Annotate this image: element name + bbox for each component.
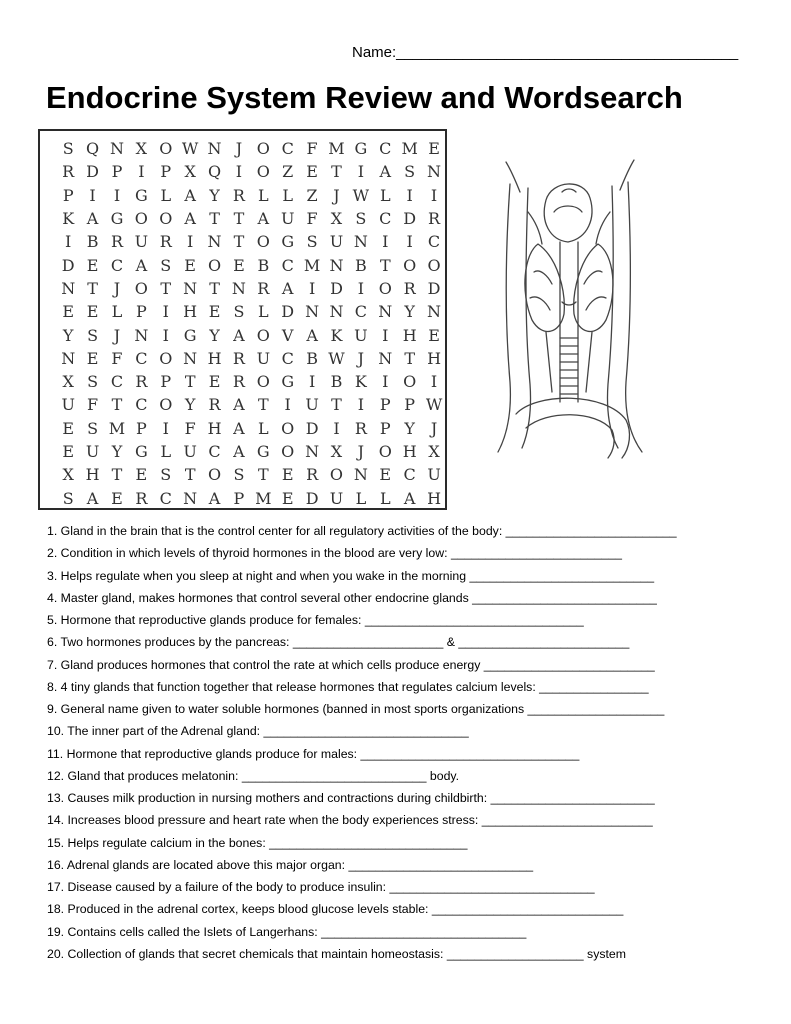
grid-letter: T (209, 209, 220, 229)
grid-letter: T (184, 372, 196, 392)
question-item[interactable]: 2. Condition in which levels of thyroid hormones in the blood are very low: _________________________ (47, 546, 622, 561)
grid-letter: U (329, 488, 344, 508)
grid-letter: R (403, 278, 416, 298)
page-title: Endocrine System Review and Wordsearch (46, 80, 683, 115)
grid-row (56, 323, 446, 346)
grid-letter: G (256, 442, 270, 461)
grid-letter: S (160, 255, 172, 275)
grid-row (56, 417, 446, 440)
grid-letter: S (62, 488, 74, 508)
grid-letter: W (328, 348, 345, 368)
grid-letter: I (333, 418, 340, 438)
grid-letter: R (428, 209, 441, 229)
grid-letter: O (159, 139, 173, 159)
grid-letter: A (86, 488, 99, 508)
grid-letter: O (256, 372, 270, 392)
grid-letter: H (402, 442, 417, 461)
grid-letter: G (134, 442, 148, 461)
grid-row (56, 184, 446, 207)
question-item[interactable]: 13. Causes milk production in nursing mothers and contractions during childbirth: ________________________ (47, 791, 655, 805)
grid-letter: Y (62, 325, 74, 345)
grid-letter: C (379, 209, 392, 229)
grid-letter: S (233, 465, 245, 485)
grid-letter: E (184, 255, 196, 275)
question-item[interactable]: 6. Two hormones produces by the pancreas: ______________________ & _________________________ (47, 635, 630, 650)
grid-letter: O (134, 278, 148, 298)
grid-letter: R (232, 185, 245, 205)
question-item[interactable]: 15. Helps regulate calcium in the bones: _____________________________ (47, 835, 468, 850)
question-item[interactable]: 18. Produced in the adrenal cortex, keeps blood glucose levels stable: ____________________________ (47, 902, 624, 917)
grid-letter: I (357, 278, 365, 298)
grid-letter: I (89, 185, 96, 205)
grid-letter: U (85, 442, 100, 461)
grid-letter: F (306, 209, 318, 229)
grid-letter: O (256, 139, 270, 159)
grid-letter: U (183, 442, 197, 461)
grid-letter: R (159, 232, 172, 252)
grid-letter: N (329, 302, 344, 322)
grid-letter: S (355, 209, 367, 229)
grid-letter: K (330, 325, 343, 345)
grid-letter: A (233, 442, 245, 461)
grid-letter: E (86, 255, 99, 275)
grid-letter: B (355, 255, 367, 275)
grid-letter: I (357, 162, 365, 182)
grid-letter: A (281, 278, 294, 298)
question-item[interactable]: 7. Gland produces hormones that control the rate at which cells produce energy _________________________ (47, 657, 655, 672)
question-item[interactable]: 5. Hormone that reproductive glands produce for females: ________________________________ (47, 613, 584, 627)
grid-letter: P (62, 185, 74, 205)
grid-letter: J (333, 185, 340, 205)
grid-letter: R (257, 278, 270, 298)
grid-letter: C (208, 442, 221, 461)
grid-letter: Y (111, 442, 123, 461)
grid-letter: Y (404, 302, 415, 322)
grid-letter: N (231, 278, 246, 298)
grid-letter: E (379, 465, 392, 485)
grid-letter: X (330, 209, 343, 229)
grid-letter: R (354, 418, 367, 438)
grid-letter: R (135, 372, 148, 392)
grid-letter: I (113, 185, 121, 205)
grid-letter: A (208, 488, 221, 508)
grid-letter: W (352, 185, 370, 205)
grid-letter: N (427, 302, 442, 322)
grid-letter: H (427, 488, 442, 508)
grid-letter: K (354, 372, 367, 392)
grid-letter: L (258, 185, 269, 205)
name-field[interactable]: Name:_________________________________________ (352, 44, 739, 61)
grid-letter: T (331, 395, 342, 415)
grid-letter: Y (404, 418, 415, 438)
grid-letter: N (134, 325, 149, 345)
grid-letter: O (159, 348, 173, 368)
grid-letter: T (331, 162, 342, 182)
grid-letter: Y (184, 395, 196, 415)
grid-letter: A (233, 418, 245, 438)
grid-row (56, 230, 446, 253)
grid-letter: S (160, 465, 172, 485)
grid-letter: G (134, 185, 148, 205)
grid-letter: E (62, 302, 75, 322)
grid-letter: F (184, 418, 196, 438)
grid-letter: C (354, 302, 367, 322)
grid-letter: R (306, 465, 319, 485)
grid-letter: M (401, 139, 418, 159)
grid-letter: L (379, 488, 391, 508)
grid-letter: I (162, 418, 169, 438)
grid-letter: T (404, 348, 415, 368)
grid-letter: I (308, 278, 316, 298)
grid-letter: U (134, 232, 149, 252)
grid-letter: I (382, 372, 389, 392)
grid-letter: T (209, 278, 220, 298)
grid-letter: A (135, 255, 148, 275)
grid-letter: H (427, 348, 442, 368)
grid-letter: O (256, 325, 270, 345)
grid-letter: E (428, 139, 440, 159)
grid-letter: R (62, 162, 75, 182)
grid-letter: J (357, 348, 365, 368)
question-item[interactable]: 1. Gland in the brain that is the control center for all regulatory activities of the body: _________________________ (47, 524, 677, 538)
grid-letter: J (113, 278, 121, 298)
grid-letter: T (233, 209, 245, 229)
grid-letter: O (281, 418, 295, 438)
grid-letter: A (184, 185, 196, 205)
grid-letter: X (184, 162, 196, 182)
question-item[interactable]: 3. Helps regulate when you sleep at night and when you wake in the morning ___________________________ (47, 568, 655, 583)
question-list (47, 520, 777, 965)
grid-letter: P (160, 162, 172, 182)
grid-letter: N (183, 488, 198, 508)
grid-letter: Y (209, 325, 220, 345)
grid-letter: G (354, 139, 368, 159)
grid-letter: L (160, 442, 172, 461)
grid-letter: N (427, 162, 442, 182)
grid-letter: O (403, 255, 417, 275)
grid-letter: R (232, 372, 245, 392)
grid-letter: N (109, 139, 124, 159)
grid-letter: R (232, 348, 245, 368)
grid-letter: V (281, 325, 294, 345)
question-item[interactable]: 11. Hormone that reproductive glands produce for males: ________________________________ (47, 746, 580, 761)
grid-letter: U (329, 232, 344, 252)
grid-letter: C (281, 255, 294, 275)
grid-letter: E (62, 418, 75, 438)
grid-row (56, 207, 446, 230)
grid-letter: C (159, 488, 172, 508)
grid-letter: I (186, 232, 194, 252)
grid-letter: H (207, 418, 222, 438)
grid-letter: T (257, 395, 269, 415)
grid-letter: J (357, 442, 365, 461)
grid-letter: A (233, 395, 245, 415)
grid-letter: G (281, 232, 295, 252)
grid-letter: L (258, 302, 269, 322)
grid-letter: C (135, 395, 148, 415)
grid-letter: W (181, 139, 199, 159)
grid-letter: A (379, 162, 392, 182)
grid-letter: J (113, 325, 121, 345)
grid-letter: I (406, 185, 413, 205)
grid-letter: R (208, 395, 221, 415)
grid-letter: P (111, 162, 123, 182)
grid-letter: O (378, 442, 392, 461)
grid-letter: H (183, 302, 198, 322)
grid-letter: S (87, 418, 99, 438)
question-item[interactable]: 4. Master gland, makes hormones that control several other endocrine glands ___________________________ (47, 590, 657, 605)
grid-letter: M (108, 418, 126, 438)
grid-letter: A (306, 325, 318, 345)
grid-row (56, 253, 446, 276)
grid-letter: S (306, 232, 318, 252)
grid-letter: I (357, 395, 365, 415)
grid-letter: I (284, 395, 291, 415)
grid-letter: O (403, 372, 417, 392)
grid-letter: M (255, 488, 272, 508)
grid-row (56, 486, 446, 509)
grid-letter: A (233, 325, 245, 345)
grid-letter: P (135, 302, 147, 322)
question-item[interactable]: 9. General name given to water soluble hormones (banned in most sports organizations ____________________ (47, 702, 665, 716)
grid-row (56, 370, 446, 393)
grid-letter: C (427, 232, 441, 252)
grid-letter: O (207, 465, 222, 485)
grid-letter: Q (86, 139, 100, 159)
grid-letter: N (378, 348, 393, 368)
grid-letter: T (379, 255, 391, 275)
grid-letter: P (379, 395, 391, 415)
grid-letter: L (160, 185, 172, 205)
grid-letter: L (355, 488, 367, 508)
grid-letter: O (281, 442, 295, 461)
grid-letter: L (282, 185, 294, 205)
grid-letter: O (256, 232, 270, 252)
grid-letter: U (61, 395, 75, 415)
grid-letter: A (86, 209, 99, 229)
grid-letter: I (406, 232, 413, 252)
grid-letter: G (281, 372, 295, 392)
grid-letter: I (430, 372, 438, 392)
grid-letter: E (208, 302, 221, 322)
grid-letter: N (378, 302, 393, 322)
grid-letter: N (183, 278, 198, 298)
grid-letter: O (427, 255, 441, 275)
grid-letter: N (305, 302, 320, 322)
grid-letter: N (353, 232, 368, 252)
grid-letter: I (138, 162, 145, 182)
grid-letter: S (62, 139, 74, 159)
grid-letter: I (382, 325, 389, 345)
grid-letter: U (256, 348, 271, 368)
grid-row (56, 463, 446, 486)
grid-letter: B (330, 372, 343, 392)
grid-letter: N (207, 232, 222, 252)
grid-letter: O (207, 255, 222, 275)
grid-letter: N (329, 255, 344, 275)
grid-letter: I (235, 162, 243, 182)
grid-letter: O (134, 209, 148, 229)
thyroid-neck-anatomy-illustration (476, 152, 656, 467)
grid-letter: D (305, 488, 319, 508)
grid-letter: L (111, 302, 123, 322)
grid-letter: D (403, 209, 417, 229)
wordsearch-grid (38, 129, 447, 510)
grid-letter: R (135, 488, 148, 508)
grid-letter: C (379, 139, 392, 159)
grid-row (56, 277, 446, 300)
grid-letter: X (330, 442, 343, 461)
grid-letter: O (256, 162, 270, 182)
grid-letter: E (306, 162, 318, 182)
grid-letter: E (86, 302, 99, 322)
grid-letter: O (378, 278, 392, 298)
grid-letter: O (159, 209, 173, 229)
grid-letter: P (233, 488, 245, 508)
grid-letter: D (86, 162, 99, 182)
grid-letter: I (65, 232, 72, 252)
grid-letter: E (135, 465, 148, 485)
grid-letter: H (85, 465, 100, 485)
grid-letter: E (233, 255, 245, 275)
grid-letter: E (281, 488, 294, 508)
grid-letter: L (258, 418, 269, 438)
grid-letter: T (257, 465, 269, 485)
grid-letter: P (135, 418, 147, 438)
grid-letter: C (135, 348, 148, 368)
grid-letter: N (183, 348, 198, 368)
grid-row (56, 440, 446, 463)
grid-letter: N (353, 465, 368, 485)
question-item[interactable]: 12. Gland that produces melatonin: ___________________________ body. (47, 768, 460, 783)
grid-letter: T (233, 232, 245, 252)
grid-letter: D (305, 418, 319, 438)
grid-letter: F (87, 395, 99, 415)
grid-row (56, 137, 446, 160)
grid-letter: N (305, 442, 320, 461)
grid-letter: I (430, 185, 438, 205)
question-item[interactable]: 14. Increases blood pressure and heart rate when the body experiences stress: _________________________ (47, 813, 653, 828)
grid-letter: J (235, 139, 243, 159)
grid-letter: K (62, 209, 75, 229)
grid-letter: E (281, 465, 294, 485)
grid-letter: N (61, 278, 76, 298)
grid-letter: N (61, 348, 76, 368)
grid-letter: E (208, 372, 221, 392)
grid-letter: U (305, 395, 319, 415)
question-item[interactable]: 16. Adrenal glands are located above this major organ: ___________________________ (47, 857, 534, 872)
grid-letter: D (281, 302, 295, 322)
grid-letter: B (257, 255, 270, 275)
grid-letter: E (428, 325, 440, 345)
grid-row (56, 300, 446, 323)
grid-letter: S (87, 372, 99, 392)
grid-letter: J (430, 418, 438, 438)
grid-letter: B (306, 348, 318, 368)
grid-letter: T (87, 278, 98, 298)
question-item[interactable]: 8. 4 tiny glands that function together that release hormones that regulates calcium levels: ________________ (47, 679, 649, 694)
grid-letter: A (257, 209, 270, 229)
grid-letter: D (330, 278, 343, 298)
grid-letter: Z (306, 185, 318, 205)
grid-letter: C (403, 465, 416, 485)
grid-letter: Z (282, 162, 294, 182)
grid-row (56, 393, 446, 416)
grid-letter: P (404, 395, 416, 415)
grid-letter: C (110, 255, 124, 275)
grid-letter: N (207, 139, 222, 159)
grid-letter: E (62, 442, 75, 461)
grid-letter: U (354, 325, 368, 345)
grid-letter: A (184, 209, 196, 229)
grid-letter: L (379, 185, 391, 205)
question-item[interactable]: 20. Collection of glands that secret chemicals that maintain homeostasis: ____________________ system (47, 946, 626, 961)
grid-letter: U (427, 465, 441, 485)
grid-letter: T (184, 465, 196, 485)
grid-letter: F (306, 139, 318, 159)
grid-letter: E (111, 488, 123, 508)
grid-letter: D (61, 255, 75, 275)
wordsearch-letters (56, 137, 446, 510)
grid-letter: I (308, 372, 316, 392)
grid-letter: Y (209, 185, 220, 205)
grid-row (56, 347, 446, 370)
grid-letter: M (303, 255, 321, 275)
grid-letter: C (281, 348, 294, 368)
grid-letter: M (328, 139, 345, 159)
grid-letter: T (160, 278, 172, 298)
grid-letter: H (207, 348, 222, 368)
grid-letter: C (281, 139, 294, 159)
grid-row (56, 160, 446, 183)
grid-letter: T (111, 465, 123, 485)
grid-letter: S (233, 302, 245, 322)
grid-letter: U (280, 209, 295, 229)
grid-letter: B (86, 232, 99, 252)
grid-letter: E (86, 348, 99, 368)
question-item[interactable]: 10. The inner part of the Adrenal gland: ______________________________ (47, 724, 469, 739)
grid-letter: A (403, 488, 416, 508)
question-item[interactable]: 19. Contains cells called the Islets of Langerhans: ______________________________ (47, 924, 527, 939)
grid-letter: P (160, 372, 172, 392)
grid-letter: T (111, 395, 123, 415)
grid-letter: H (402, 325, 417, 345)
grid-letter: G (183, 325, 197, 345)
grid-letter: D (427, 278, 441, 298)
grid-letter: P (379, 418, 391, 438)
grid-letter: O (159, 395, 173, 415)
grid-letter: F (111, 348, 123, 368)
grid-letter: R (110, 232, 123, 252)
grid-letter: X (135, 139, 148, 159)
grid-letter: G (110, 209, 124, 229)
question-item[interactable]: 17. Disease caused by a failure of the body to produce insulin: ______________________________ (47, 880, 595, 894)
grid-letter: I (162, 302, 169, 322)
grid-letter: I (162, 325, 169, 345)
grid-letter: X (62, 465, 74, 485)
grid-letter: Q (207, 162, 222, 182)
grid-letter: O (329, 465, 344, 485)
grid-letter: W (425, 395, 443, 415)
grid-letter: I (382, 232, 389, 252)
grid-letter: X (62, 372, 74, 392)
grid-letter: S (404, 162, 416, 182)
grid-letter: S (87, 325, 99, 345)
grid-letter: X (428, 442, 440, 461)
grid-letter: C (110, 372, 124, 392)
